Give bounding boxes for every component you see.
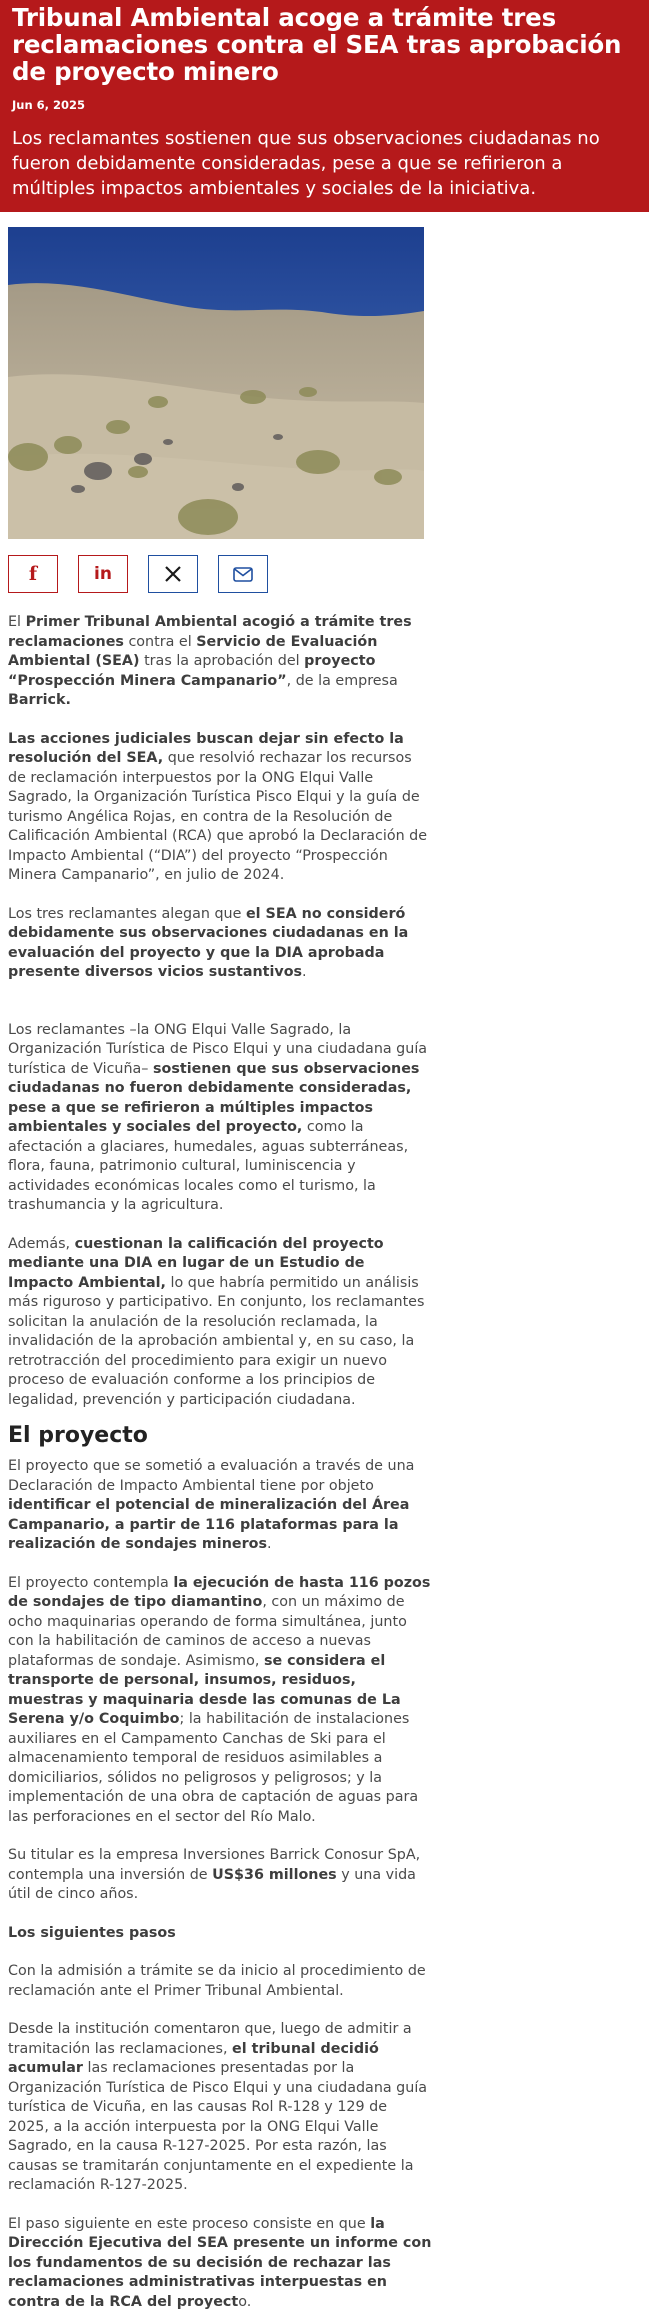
paragraph: El paso siguiente en este proceso consiste en que la Dirección Ejecutiva del SEA presente un informe con los fundamentos de su decisión de rechazar las reclamaciones administrativas interpuestas en contra de la RCA del proyecto. — [8, 2215, 432, 2312]
paragraph: Con la admisión a trámite se da inicio al procedimiento de reclamación ante el Primer Tribunal Ambiental. — [8, 1962, 432, 2001]
hero-image — [8, 227, 424, 539]
x-icon[interactable] — [148, 555, 198, 593]
paragraph: Los reclamantes –la ONG Elqui Valle Sagrado, la Organización Turística de Pisco Elqui y una ciudadana guía turística de Vicuña– sostienen que sus observaciones ciudadanas no fueron debidamente consideradas, pese a que se refirieron a múltiples impactos ambientales y sociales del proyecto, como la afectación a glaciares, humedales, aguas subterráneas, flora, fauna, patrimonio cultural, luminiscencia y actividades económicas locales como el turismo, la trashumancia y la agricultura. — [8, 1021, 432, 1216]
article-header — [0, 0, 649, 212]
paragraph: Desde la institución comentaron que, luego de admitir a tramitación las reclamaciones, el tribunal decidió acumular las reclamaciones presentadas por la Organización Turística de Pisco Elqui y una ciudadana guía turística de Vicuña, en las causas Rol R-128 y 129 de 2025, a la acción interpuesta por la ONG Elqui Valle Sagrado, en la causa R-127-2025. Por esta razón, las causas se tramitarán conjuntamente en el expediente la reclamación R-127-2025. — [8, 2020, 432, 2196]
share-bar — [8, 555, 432, 593]
paragraph: El proyecto contempla la ejecución de hasta 116 pozos de sondajes de tipo diamantino, con un máximo de ocho maquinarias operando de forma simultánea, junto con la habilitación de caminos de acceso a nuevas plataformas de sondaje. Asimismo, se considera el transporte de personal, insumos, residuos, muestras y maquinaria desde las comunas de La Serena y/o Coquimbo; la habilitación de instalaciones auxiliares en el Campamento Canchas de Ski para el almacenamiento temporal de residuos asimilables a domiciliarios, sólidos no peligrosos y peligrosos; y la implementación de una obra de captación de aguas para las perforaciones en el sector del Río Malo. — [8, 1574, 432, 1828]
article-body — [8, 613, 432, 2312]
email-icon[interactable] — [218, 555, 268, 593]
paragraph: Su titular es la empresa Inversiones Barrick Conosur SpA, contempla una inversión de US$36 millones y una vida útil de cinco años. — [8, 1846, 432, 1905]
paragraph: El proyecto que se sometió a evaluación a través de una Declaración de Impacto Ambiental tiene por objeto identificar el potencial de mineralización del Área Campanario, a partir de 116 plataformas para la realización de sondajes mineros. — [8, 1457, 432, 1555]
article-lead: Los reclamantes sostienen que sus observaciones ciudadanas no fueron debidamente consideradas, pese a que se refirieron a múltiples impactos ambientales y sociales de la iniciativa. — [12, 126, 637, 201]
paragraph: Además, cuestionan la calificación del proyecto mediante una DIA en lugar de un Estudio de Impacto Ambiental, lo que habría permitido un análisis más riguroso y participativo. En conjunto, los reclamantes solicitan la anulación de la resolución reclamada, la invalidación de la aprobación ambiental y, en su caso, la retrotracción del procedimiento para exigir un nuevo proceso de evaluación conforme a los principios de legalidad, prevención y participación ciudadana. — [8, 1235, 432, 1411]
facebook-icon[interactable]: f — [8, 555, 58, 593]
subheading: Los siguientes pasos — [8, 1924, 432, 1944]
article-content — [8, 227, 432, 2312]
article-title: Tribunal Ambiental acoge a trámite tres reclamaciones contra el SEA tras aprobación de proyecto minero — [12, 4, 637, 85]
paragraph: El Primer Tribunal Ambiental acogió a trámite tres reclamaciones contra el Servicio de Evaluación Ambiental (SEA) tras la aprobación del proyecto “Prospección Minera Campanario”, de la empresa Barrick. — [8, 613, 432, 711]
section-heading: El proyecto — [8, 1423, 432, 1449]
paragraph: Las acciones judiciales buscan dejar sin efecto la resolución del SEA, que resolvió rechazar los recursos de reclamación interpuestos por la ONG Elqui Valle Sagrado, la Organización Turística Pisco Elqui y la guía de turismo Angélica Rojas, en contra de la Resolución de Calificación Ambiental (RCA) que aprobó la Declaración de Impacto Ambiental (“DIA”) del proyecto “Prospección Minera Campanario”, en julio de 2024. — [8, 730, 432, 886]
linkedin-icon[interactable]: in — [78, 555, 128, 593]
paragraph: Los tres reclamantes alegan que el SEA no consideró debidamente sus observaciones ciudadanas en la evaluación del proyecto y que la DIA aprobada presente diversos vicios sustantivos. — [8, 905, 432, 983]
publish-date: Jun 6, 2025 — [12, 98, 637, 112]
